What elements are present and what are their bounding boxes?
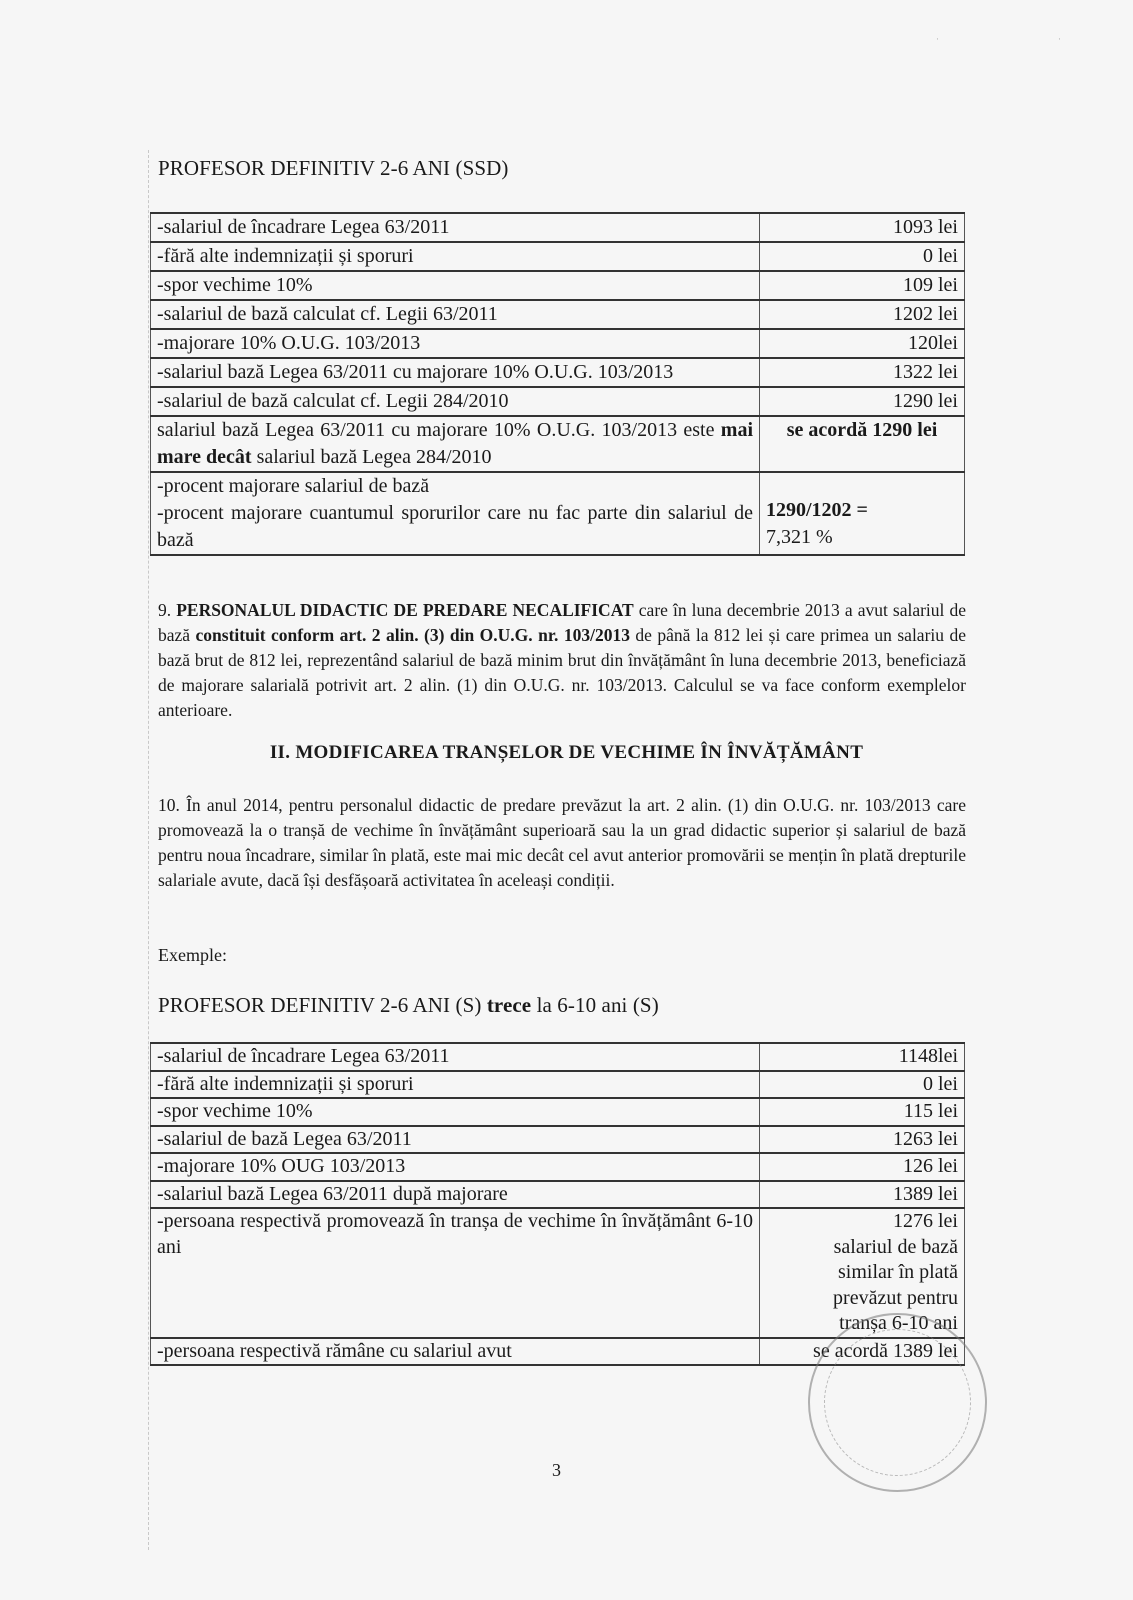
examples-label: Exemple: (158, 945, 227, 965)
row-value-granted: se acordă 1290 lei (760, 416, 965, 472)
row-label: -persoana respectivă promovează în tranșa de vechime în învățământ 6-10 ani (151, 1208, 760, 1338)
paragraph-10: 10. În anul 2014, pentru personalul didactic de predare prevăzut la art. 2 alin. (1) din O.U.G. nr. 103/2013 care promovează la o tranșă de vechime în învățământ superioară sau la un grad didactic superior și salariul de bază pentru noua încadrare, similar în plată, este mai mic decât cel avut anterior promovării se mențin în plată drepturile salariale avute, dacă își desfășoară activitatea în aceleași condiții. (158, 795, 966, 890)
table-row (151, 1126, 965, 1154)
table-row (151, 1181, 965, 1209)
table-row (151, 416, 965, 472)
row-value: 1202 lei (760, 300, 965, 329)
table-row (151, 213, 965, 242)
section-title-ii: II. MODIFICAREA TRANȘELOR DE VECHIME ÎN ÎNVĂȚĂMÂNT (269, 742, 864, 763)
row-label: -salariul de bază calculat cf. Legii 63/2011 (151, 300, 760, 329)
row-value: 126 lei (760, 1153, 965, 1181)
page-number: 3 (552, 1460, 561, 1480)
row-value-granted: se acordă 1389 lei (760, 1338, 965, 1366)
row-value-promotion: 1276 lei salariul de bază similar în plată prevăzut pentru tranșa 6-10 ani (760, 1208, 965, 1338)
row-label: -fără alte indemnizații și sporuri (151, 242, 760, 271)
row-label: -fără alte indemnizații și sporuri (151, 1071, 760, 1099)
row-value: 1322 lei (760, 358, 965, 387)
scan-speck: · (1058, 34, 1061, 44)
row-value: 115 lei (760, 1098, 965, 1126)
row-label: -procent majorare salariul de bază (151, 472, 760, 500)
row-label: -spor vechime 10% (151, 271, 760, 300)
row-label: -salariul bază Legea 63/2011 după majorare (151, 1181, 760, 1209)
row-label: -majorare 10% OUG 103/2013 (151, 1153, 760, 1181)
row-value: 0 lei (760, 242, 965, 271)
row-value: 1290 lei (760, 387, 965, 416)
official-stamp (808, 1313, 987, 1492)
heading-profesor-s: PROFESOR DEFINITIV 2-6 ANI (S) trece la 6-10 ani (S) (158, 993, 659, 1017)
row-label: -majorare 10% O.U.G. 103/2013 (151, 329, 760, 358)
row-value: 120lei (760, 329, 965, 358)
row-label: -persoana respectivă rămâne cu salariul avut (151, 1338, 760, 1366)
table-row (151, 1153, 965, 1181)
heading-profesor-ssd: PROFESOR DEFINITIV 2-6 ANI (SSD) (158, 156, 509, 180)
salary-table-s (150, 1042, 965, 1366)
row-label: -salariul de bază calculat cf. Legii 284/2010 (151, 387, 760, 416)
table-row (151, 1043, 965, 1071)
row-value: 1263 lei (760, 1126, 965, 1154)
paragraph-9: 9. PERSONALUL DIDACTIC DE PREDARE NECALIFICAT care în luna decembrie 2013 a avut salariul de bază constituit conform art. 2 alin. (3) din O.U.G. nr. 103/2013 de până la 812 lei și care primea un salariu de bază brut de 812 lei, reprezentând salariul de bază minim brut din învățământ în luna decembrie 2013, beneficiază de majorare salarială potrivit art. 2 alin. (1) din O.U.G. nr. 103/2013. Calculul se va face conform exemplelor anterioare. (158, 600, 966, 720)
row-value: 0 lei (760, 1071, 965, 1099)
row-value: 1093 lei (760, 213, 965, 242)
table-row (151, 242, 965, 271)
row-label: -salariul bază Legea 63/2011 cu majorare 10% O.U.G. 103/2013 (151, 358, 760, 387)
table-row (151, 387, 965, 416)
row-value-percent: 1290/1202 = 7,321 % (760, 472, 965, 555)
row-label: -salariul de încadrare Legea 63/2011 (151, 1043, 760, 1071)
row-value: 1389 lei (760, 1181, 965, 1209)
table-row (151, 329, 965, 358)
row-label-comparison: salariul bază Legea 63/2011 cu majorare 10% O.U.G. 103/2013 este mai mare decât salariul bază Legea 284/2010 (151, 416, 760, 472)
row-value: 109 lei (760, 271, 965, 300)
table-row (151, 1098, 965, 1126)
row-value: 1148lei (760, 1043, 965, 1071)
table-row (151, 472, 965, 500)
table-row (151, 1208, 965, 1338)
scan-speck: · (936, 34, 939, 44)
table-row (151, 300, 965, 329)
row-label: -salariul de încadrare Legea 63/2011 (151, 213, 760, 242)
scan-margin-line (148, 150, 149, 1550)
table-row (151, 271, 965, 300)
row-label: -procent majorare cuantumul sporurilor care nu fac parte din salariul de bază (151, 500, 760, 555)
salary-table-ssd (150, 212, 965, 556)
row-label: -spor vechime 10% (151, 1098, 760, 1126)
row-label: -salariul de bază Legea 63/2011 (151, 1126, 760, 1154)
table-row (151, 1071, 965, 1099)
table-row (151, 358, 965, 387)
